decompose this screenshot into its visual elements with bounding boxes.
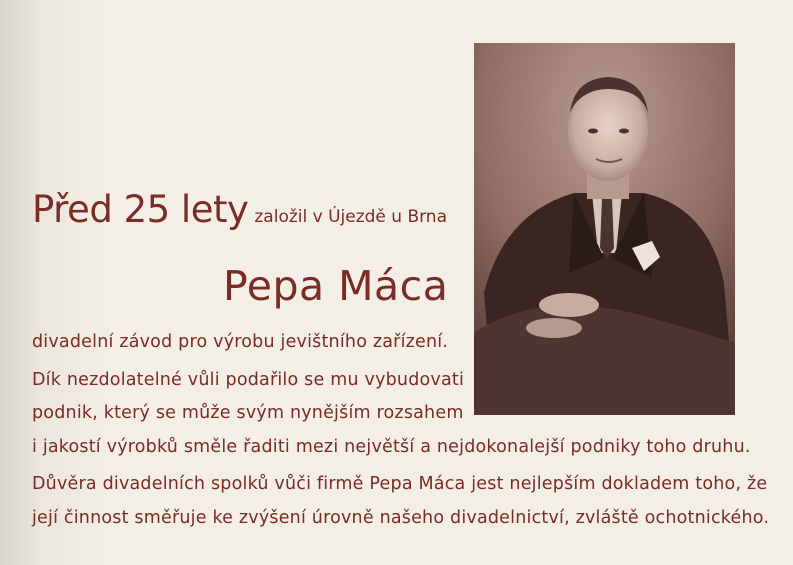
body-line: Důvěra divadelních spolků vůči firmě Pepa Máca jest nejlepším dokladem toho, že (32, 474, 768, 494)
headline-lead: Před 25 lety (32, 188, 249, 231)
body-line: Dík nezdolatelné vůli podařilo se mu vybudovati (32, 370, 465, 390)
portrait-photo (474, 43, 735, 415)
portrait-illustration (474, 43, 735, 415)
company-name: Pepa Máca (223, 262, 449, 310)
body-line: divadelní závod pro výrobu jevištního zařízení. (32, 332, 449, 352)
headline (32, 188, 447, 231)
body-line: podnik, který se může svým nynějším rozsahem (32, 403, 464, 423)
body-line: i jakostí výrobků směle řaditi mezi největší a nejdokonalejší podniky toho druhu. (32, 437, 751, 457)
body-line: její činnost směřuje ke zvýšení úrovně našeho divadelnictví, zvláště ochotnického. (32, 508, 770, 528)
headline-rest: založil v Újezdě u Brna (254, 207, 448, 227)
